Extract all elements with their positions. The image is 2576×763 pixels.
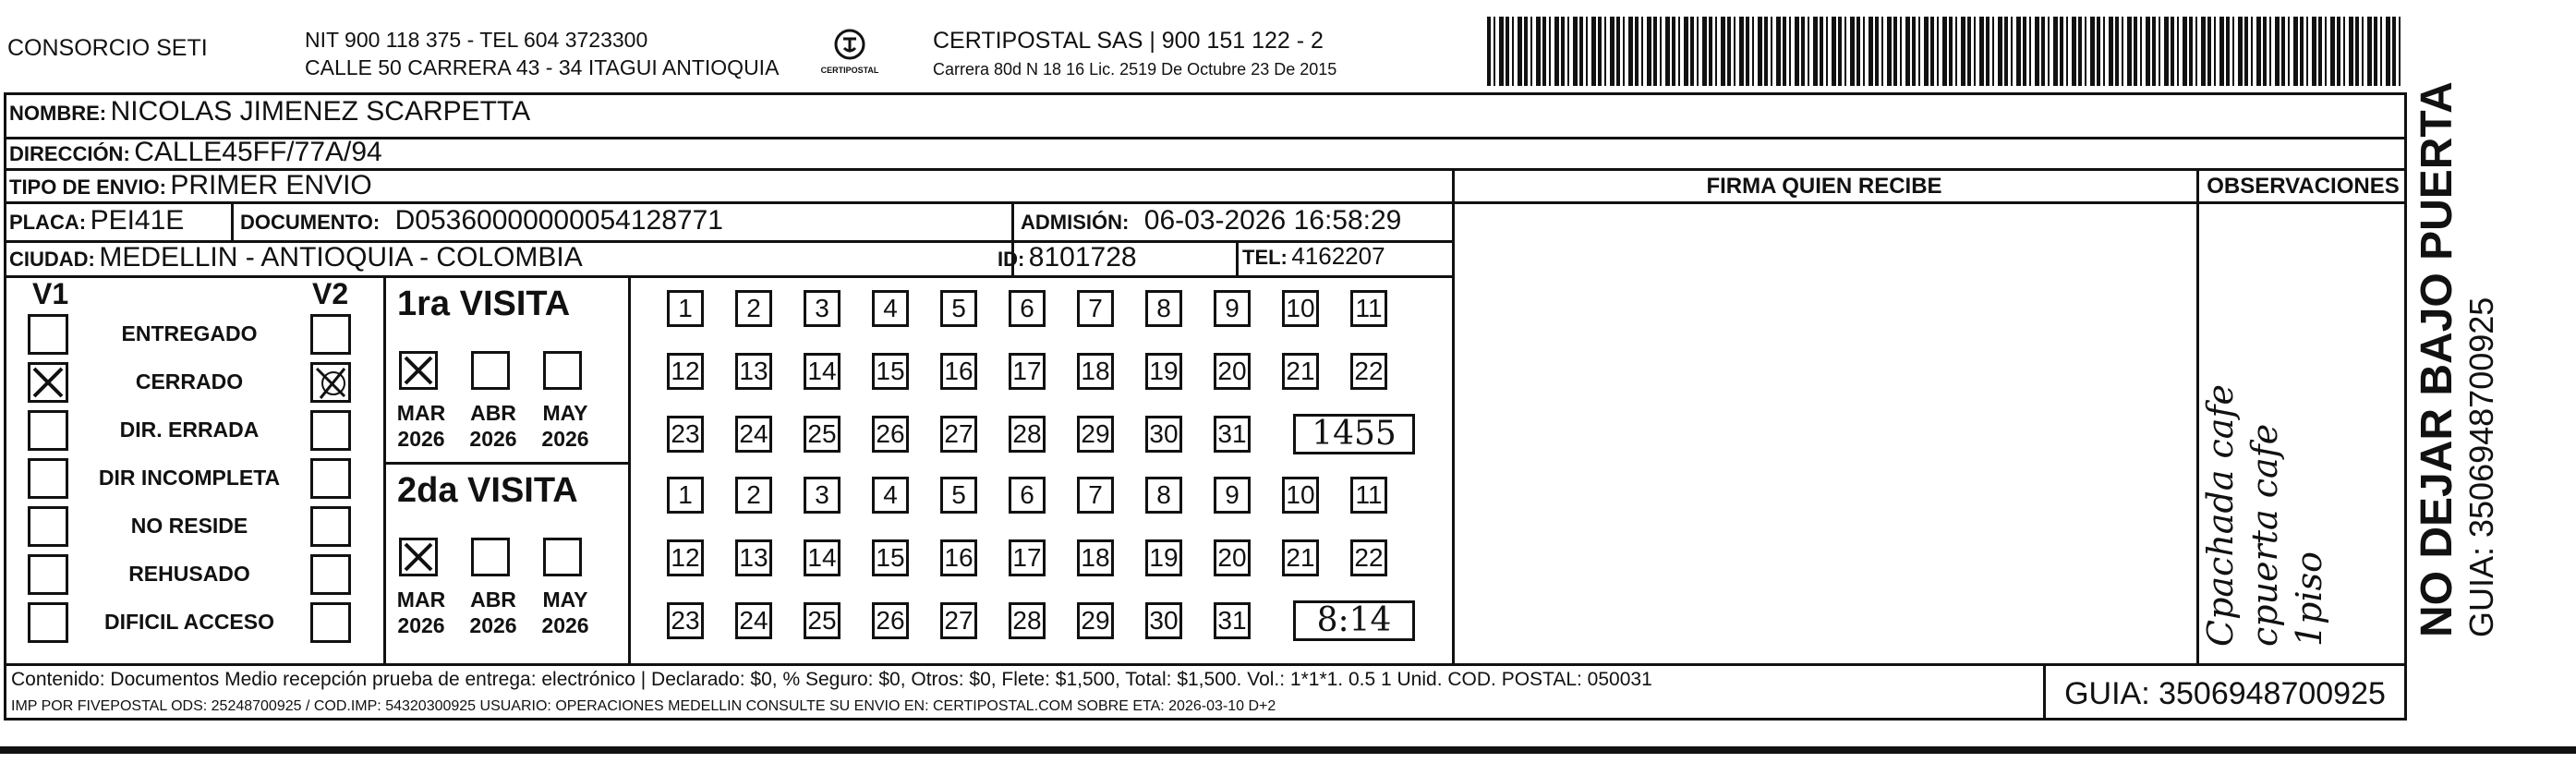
visit-title: 1ra VISITA — [397, 285, 571, 323]
day-box[interactable]: 9 — [1214, 477, 1251, 514]
month-checkbox[interactable] — [471, 351, 510, 390]
v1-checkbox[interactable] — [28, 410, 68, 451]
day-box[interactable]: 26 — [872, 602, 909, 639]
direccion-row — [9, 137, 382, 168]
day-box[interactable]: 3 — [804, 477, 841, 514]
v2-label: V2 — [312, 277, 349, 310]
observaciones-handwriting — [2198, 259, 2337, 647]
month-label: MAY — [542, 401, 588, 425]
day-box[interactable]: 4 — [872, 477, 909, 514]
company-name: CONSORCIO SETI — [7, 35, 208, 61]
day-box[interactable]: 10 — [1282, 477, 1319, 514]
obs-line-1: Cpachada cafe — [2200, 383, 2241, 647]
v1-checkbox[interactable] — [28, 506, 68, 547]
visit-title: 2da VISITA — [397, 471, 578, 510]
month-checkbox[interactable] — [471, 538, 510, 576]
v2-checkbox[interactable] — [310, 410, 351, 451]
day-box[interactable]: 30 — [1145, 416, 1182, 453]
day-box[interactable]: 20 — [1214, 353, 1251, 390]
day-box[interactable]: 28 — [1009, 602, 1046, 639]
footer-line2: IMP POR FIVEPOSTAL ODS: 25248700925 / COD.IMP: 54320300925 USUARIO: OPERACIONES MEDELLIN CONSULTE SU ENVIO EN: CERTIPOSTAL.COM SOBRE ETA: 2026-03-10 D+2 — [11, 698, 1276, 714]
month-label: MAR — [396, 587, 446, 612]
x-mark-icon — [30, 365, 66, 400]
day-box[interactable]: 17 — [1009, 539, 1046, 576]
status-label: ENTREGADO — [121, 321, 258, 345]
v1-checkbox[interactable] — [28, 362, 68, 403]
year-label: 2026 — [469, 613, 517, 637]
day-box[interactable]: 1 — [667, 477, 704, 514]
day-box[interactable]: 15 — [872, 539, 909, 576]
footer-guia: GUIA: 3506948700925 — [2064, 676, 2386, 711]
id-label: ID: — [998, 248, 1025, 271]
day-box[interactable]: 9 — [1214, 290, 1251, 327]
day-box[interactable]: 23 — [667, 602, 704, 639]
nit-line: NIT 900 118 375 - TEL 604 3723300 — [305, 28, 648, 52]
v2-checkbox[interactable] — [310, 458, 351, 499]
day-box[interactable]: 28 — [1009, 416, 1046, 453]
side-guia: GUIA: 3506948700925 — [2462, 297, 2500, 637]
day-box[interactable]: 7 — [1077, 477, 1114, 514]
day-box[interactable]: 13 — [735, 353, 772, 390]
month-label: ABR — [470, 401, 516, 425]
day-box[interactable]: 23 — [667, 416, 704, 453]
day-box[interactable]: 24 — [735, 416, 772, 453]
nombre-value: NICOLAS JIMENEZ SCARPETTA — [110, 96, 531, 127]
day-box[interactable]: 17 — [1009, 353, 1046, 390]
day-box[interactable]: 14 — [804, 353, 841, 390]
day-box[interactable]: 29 — [1077, 602, 1114, 639]
v2-checkbox[interactable] — [310, 362, 351, 403]
year-label: 2026 — [397, 613, 445, 637]
firma-label: FIRMA QUIEN RECIBE — [1706, 174, 1942, 199]
month-checkbox[interactable] — [543, 538, 582, 576]
day-box[interactable]: 27 — [940, 602, 977, 639]
day-box[interactable]: 12 — [667, 353, 704, 390]
day-box[interactable]: 11 — [1350, 477, 1387, 514]
observaciones-label: OBSERVACIONES — [2207, 174, 2400, 199]
day-box[interactable]: 8 — [1145, 290, 1182, 327]
month-checkbox[interactable] — [399, 351, 438, 390]
direccion-label: DIRECCIÓN: — [9, 142, 130, 165]
month-checkbox[interactable] — [543, 351, 582, 390]
day-box[interactable]: 2 — [735, 290, 772, 327]
v1-checkbox[interactable] — [28, 554, 68, 595]
day-box[interactable]: 13 — [735, 539, 772, 576]
day-box[interactable]: 19 — [1145, 353, 1182, 390]
day-box[interactable]: 26 — [872, 416, 909, 453]
day-box[interactable]: 16 — [940, 353, 977, 390]
status-label: CERRADO — [135, 369, 244, 394]
placa-label: PLACA: — [9, 211, 87, 234]
day-box[interactable]: 12 — [667, 539, 704, 576]
documento-row — [240, 205, 723, 236]
month-label: MAY — [542, 587, 588, 612]
nombre-row — [9, 96, 530, 127]
day-box[interactable]: 10 — [1282, 290, 1319, 327]
nombre-label: NOMBRE: — [9, 102, 107, 125]
ciudad-value: MEDELLIN - ANTIOQUIA - COLOMBIA — [99, 242, 583, 272]
certipostal-line1: CERTIPOSTAL SAS | 900 151 122 - 2 — [933, 28, 1324, 54]
id-row — [998, 242, 1137, 273]
day-box[interactable]: 22 — [1350, 353, 1387, 390]
day-box[interactable]: 21 — [1282, 539, 1319, 576]
tel-label: TEL: — [1242, 246, 1288, 269]
day-box[interactable]: 5 — [940, 290, 977, 327]
x-mark-icon — [402, 354, 435, 387]
ciudad-row — [9, 242, 583, 273]
v1-label: V1 — [32, 277, 69, 310]
documento-value: D05360000000054128771 — [394, 205, 723, 236]
tel-value: 4162207 — [1291, 242, 1385, 270]
day-box[interactable]: 20 — [1214, 539, 1251, 576]
admision-label: ADMISIÓN: — [1021, 211, 1130, 234]
admision-row — [1021, 205, 1401, 236]
v2-checkbox[interactable] — [310, 506, 351, 547]
day-box[interactable]: 7 — [1077, 290, 1114, 327]
documento-label: DOCUMENTO: — [240, 211, 381, 234]
v2-checkbox[interactable] — [310, 554, 351, 595]
day-box[interactable]: 27 — [940, 416, 977, 453]
tipo-value: PRIMER ENVIO — [170, 170, 372, 200]
logo-caption: CERTIPOSTAL — [820, 66, 879, 75]
year-label: 2026 — [469, 427, 517, 451]
day-box[interactable]: 11 — [1350, 290, 1387, 327]
day-box[interactable]: 25 — [804, 416, 841, 453]
placa-row — [9, 205, 184, 236]
day-box[interactable]: 5 — [940, 477, 977, 514]
barcode — [1487, 17, 2401, 86]
day-box[interactable]: 31 — [1214, 416, 1251, 453]
x-mark-icon — [313, 365, 348, 400]
day-box[interactable]: 1 — [667, 290, 704, 327]
v1-checkbox[interactable] — [28, 314, 68, 355]
tipo-label: TIPO DE ENVIO: — [9, 176, 166, 199]
year-label: 2026 — [541, 427, 589, 451]
day-box[interactable]: 6 — [1009, 290, 1046, 327]
address-line: CALLE 50 CARRERA 43 - 34 ITAGUI ANTIOQUIA — [305, 55, 780, 79]
tel-row — [1242, 242, 1385, 271]
direccion-value: CALLE45FF/77A/94 — [134, 137, 382, 167]
day-box[interactable]: 14 — [804, 539, 841, 576]
x-mark-icon — [402, 540, 435, 574]
day-box[interactable]: 25 — [804, 602, 841, 639]
month-label: ABR — [470, 587, 516, 612]
day-box[interactable]: 24 — [735, 602, 772, 639]
day-box[interactable]: 22 — [1350, 539, 1387, 576]
day-box[interactable]: 4 — [872, 290, 909, 327]
visit-time[interactable]: 8:14 — [1293, 600, 1415, 641]
v1-checkbox[interactable] — [28, 458, 68, 499]
day-box[interactable]: 15 — [872, 353, 909, 390]
day-box[interactable]: 3 — [804, 290, 841, 327]
visit-time[interactable]: 1455 — [1293, 414, 1415, 454]
status-label: REHUSADO — [128, 562, 250, 586]
year-label: 2026 — [397, 427, 445, 451]
v2-checkbox[interactable] — [310, 602, 351, 643]
day-box[interactable]: 18 — [1077, 353, 1114, 390]
status-label: NO RESIDE — [130, 514, 248, 538]
side-label — [2413, 81, 2501, 637]
day-box[interactable]: 18 — [1077, 539, 1114, 576]
placa-value: PEI41E — [90, 205, 185, 236]
status-label: DIR. ERRADA — [119, 418, 260, 442]
day-box[interactable]: 6 — [1009, 477, 1046, 514]
day-box[interactable]: 21 — [1282, 353, 1319, 390]
ciudad-label: CIUDAD: — [9, 248, 95, 271]
id-value: 8101728 — [1028, 242, 1137, 272]
day-box[interactable]: 8 — [1145, 477, 1182, 514]
day-box[interactable]: 31 — [1214, 602, 1251, 639]
month-checkbox[interactable] — [399, 538, 438, 576]
day-box[interactable]: 30 — [1145, 602, 1182, 639]
v1-checkbox[interactable] — [28, 602, 68, 643]
year-label: 2026 — [541, 613, 589, 637]
day-box[interactable]: 16 — [940, 539, 977, 576]
tipo-row — [9, 170, 372, 201]
day-box[interactable]: 29 — [1077, 416, 1114, 453]
certipostal-line2: Carrera 80d N 18 16 Lic. 2519 De Octubre 23 De 2015 — [933, 60, 1337, 79]
obs-line-2: cpuerta cafe — [2244, 423, 2285, 647]
day-box[interactable]: 2 — [735, 477, 772, 514]
logo-icon — [831, 28, 868, 61]
day-box[interactable]: 19 — [1145, 539, 1182, 576]
side-title: NO DEJAR BAJO PUERTA — [2413, 81, 2461, 637]
status-label: DIR INCOMPLETA — [98, 466, 281, 490]
status-label: DIFICIL ACCESO — [103, 610, 274, 634]
v2-checkbox[interactable] — [310, 314, 351, 355]
bottom-rule — [0, 746, 2576, 754]
admision-value: 06-03-2026 16:58:29 — [1143, 205, 1402, 236]
obs-line-3: 1piso — [2289, 551, 2329, 647]
footer-line1: Contenido: Documentos Medio recepción prueba de entrega: electrónico | Declarado: $0, % Seguro: $0, Otros: $0, Flete: $1,500, Total: $1,500. Vol.: 1*1*1. 0.5 1 Unid. COD. POSTAL: 050031 — [11, 669, 1652, 690]
month-label: MAR — [396, 401, 446, 425]
certipostal-logo — [813, 28, 887, 83]
